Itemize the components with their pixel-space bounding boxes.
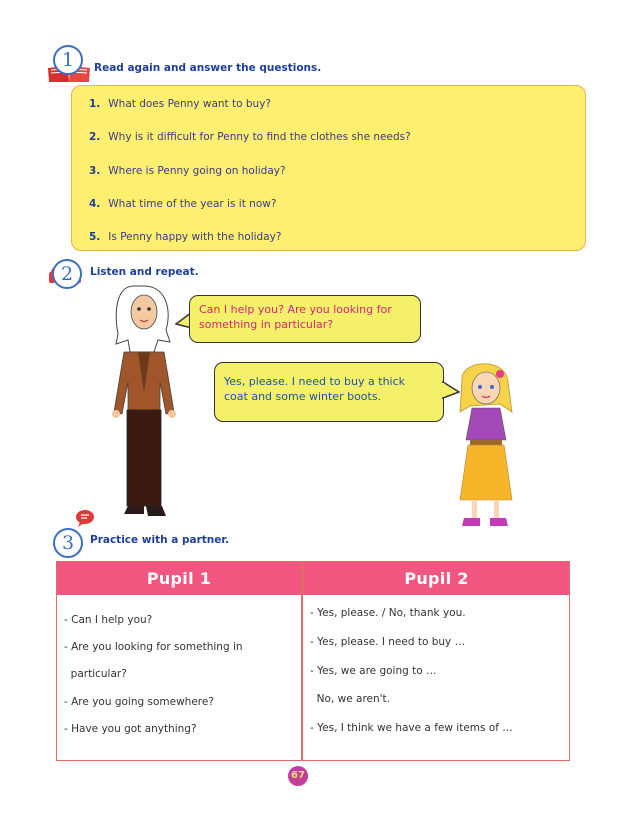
pupil-1-line: - Are you looking for something in xyxy=(64,641,243,653)
bubble-1-line-2: something in particular? xyxy=(199,318,334,331)
bubble-2-line-2: coat and some winter boots. xyxy=(224,390,382,403)
question-item: 1. What does Penny want to buy? xyxy=(89,98,271,110)
bubble-1-line-1: Can I help you? Are you looking for xyxy=(199,303,392,316)
section-1-title: Read again and answer the questions. xyxy=(94,62,322,74)
penny-illustration xyxy=(450,360,522,536)
chat-bubble-icon xyxy=(75,509,95,531)
pupil-2-line: No, we aren't. xyxy=(310,693,390,705)
bubble-2-line-1: Yes, please. I need to buy a thick xyxy=(224,375,406,388)
section-2-number: 2 xyxy=(52,259,82,289)
shop-assistant-illustration xyxy=(104,282,184,526)
section-2-title: Listen and repeat. xyxy=(90,266,199,278)
pupil-2-line: - Yes, please. I need to buy … xyxy=(310,636,466,648)
question-item: 3. Where is Penny going on holiday? xyxy=(89,165,286,177)
section-1-number: 1 xyxy=(53,45,83,75)
questions-box xyxy=(71,85,586,251)
table-header-pupil-2: Pupil 2 xyxy=(303,562,569,595)
pupil-1-line: - Can I help you? xyxy=(64,614,153,626)
pupil-2-line: - Yes, we are going to … xyxy=(310,665,437,677)
page-number: 67 xyxy=(288,766,308,786)
pupil-2-line: - Yes, please. / No, thank you. xyxy=(310,607,466,619)
section-3-number: 3 xyxy=(53,528,83,558)
speech-bubble-2 xyxy=(214,362,444,422)
practice-table xyxy=(56,561,570,761)
section-3-title: Practice with a partner. xyxy=(90,534,230,546)
pupil-1-line: - Are you going somewhere? xyxy=(64,696,214,708)
table-divider xyxy=(301,562,303,760)
question-item: 4. What time of the year is it now? xyxy=(89,198,277,210)
question-item: 2. Why is it difficult for Penny to find the clothes she needs? xyxy=(89,131,411,143)
pupil-2-line: - Yes, I think we have a few items of … xyxy=(310,722,513,734)
speech-bubble-1 xyxy=(189,295,421,343)
pupil-1-line: particular? xyxy=(64,668,127,680)
question-item: 5. Is Penny happy with the holiday? xyxy=(89,231,282,243)
table-header-pupil-1: Pupil 1 xyxy=(57,562,301,595)
pupil-1-line: - Have you got anything? xyxy=(64,723,197,735)
